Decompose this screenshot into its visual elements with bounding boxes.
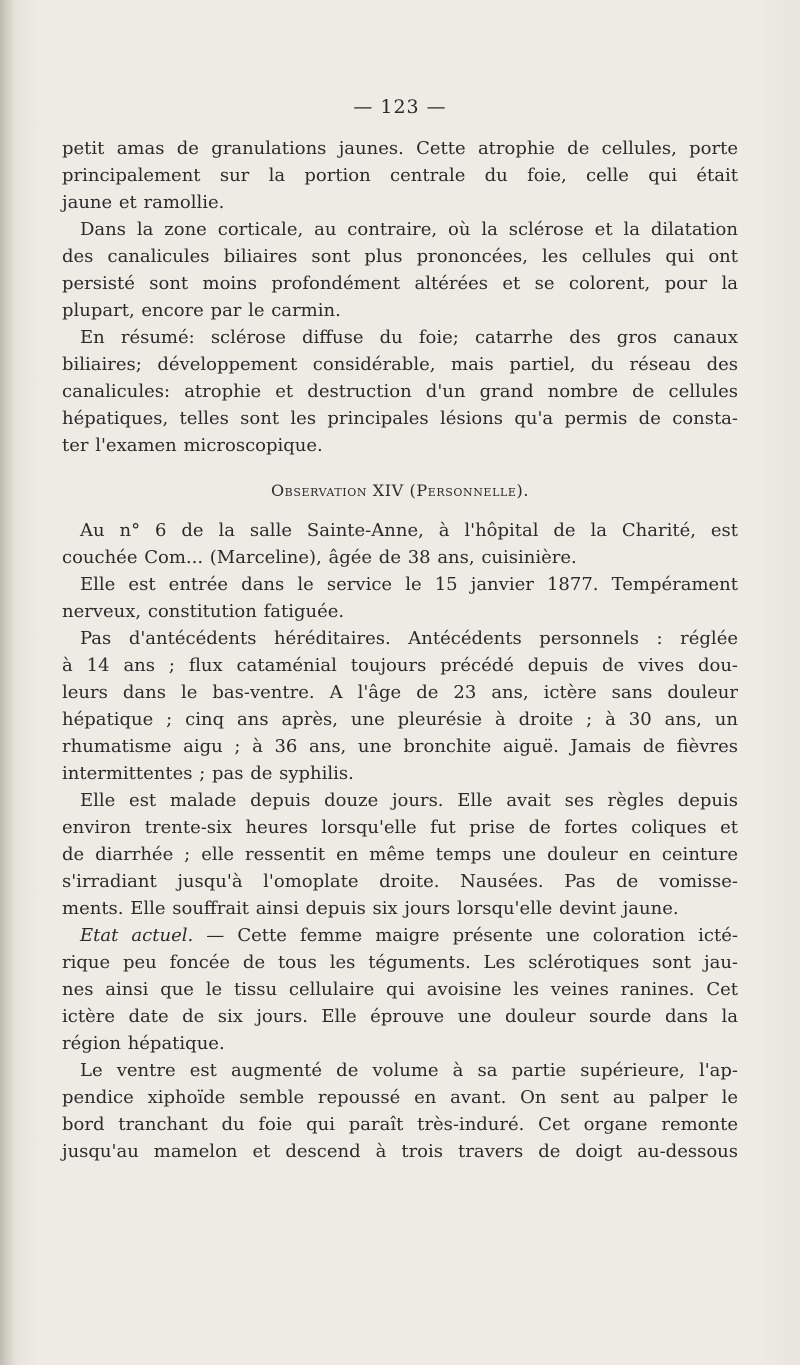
text-line: Elle est entrée dans le service le 15 janvier 1877. Tempérament [80, 574, 738, 595]
text-line: Dans la zone corticale, au contraire, où la sclérose et la dilatation [80, 219, 738, 240]
text-line: Elle est malade depuis douze jours. Elle avait ses règles depuis [80, 790, 738, 811]
text-line: Le ventre est augmenté de volume à sa partie supérieure, l'ap- [80, 1060, 738, 1081]
text-line: Au n° 6 de la salle Sainte-Anne, à l'hôpital de la Charité, est [80, 520, 738, 541]
text-line: canalicules: atrophie et destruction d'un grand nombre de cellules [62, 381, 738, 402]
text-line: nerveux, constitution fatiguée. [62, 601, 345, 622]
text-line: hépatique ; cinq ans après, une pleurésie à droite ; à 30 ans, un [62, 709, 738, 730]
page-number: — 123 — [353, 96, 447, 118]
text-line: s'irradiant jusqu'à l'omoplate droite. Nausées. Pas de vomisse- [62, 871, 738, 892]
text-line: ter l'examen microscopique. [62, 435, 323, 456]
text-line: nes ainsi que le tissu cellulaire qui avoisine les veines ranines. Cet [62, 979, 738, 1000]
text-line: à 14 ans ; flux cataménial toujours précédé depuis de vives dou- [62, 655, 738, 676]
text-line: petit amas de granulations jaunes. Cette atrophie de cellules, porte [62, 138, 738, 159]
text-line: persisté sont moins profondément altérées et se colorent, pour la [62, 273, 738, 294]
page-binding-edge [0, 0, 14, 1365]
text-fragment: — Cette femme maigre présente une coloration icté- [193, 925, 738, 946]
text-line: En résumé: sclérose diffuse du foie; catarrhe des gros canaux [80, 327, 738, 348]
text-line: hépatiques, telles sont les principales lésions qu'a permis de consta- [62, 408, 738, 429]
text-line: rique peu foncée de tous les téguments. Les sclérotiques sont jau- [62, 952, 738, 973]
observation-heading: Observation XIV (Personnelle). [270, 481, 530, 500]
text-line [62, 922, 738, 949]
text-line: pendice xiphoïde semble repoussé en avant. On sent au palper le [62, 1087, 738, 1108]
page-body [62, 135, 738, 1165]
text-line: couchée Com... (Marceline), âgée de 38 ans, cuisinière. [62, 547, 577, 568]
text-line: leurs dans le bas-ventre. A l'âge de 23 ans, ictère sans douleur [62, 682, 738, 703]
text-line: des canalicules biliaires sont plus prononcées, les cellules qui ont [62, 246, 738, 267]
text-line: ictère date de six jours. Elle éprouve une douleur sourde dans la [62, 1006, 738, 1027]
text-line: bord tranchant du foie qui paraît très-induré. Cet organe remonte [62, 1114, 738, 1135]
text-line: rhumatisme aigu ; à 36 ans, une bronchite aiguë. Jamais de fièvres [62, 736, 738, 757]
text-line: de diarrhée ; elle ressentit en même temps une douleur en ceinture [62, 844, 738, 865]
text-line: environ trente-six heures lorsqu'elle fut prise de fortes coliques et [62, 817, 738, 838]
text-line: principalement sur la portion centrale du foie, celle qui était [62, 165, 738, 186]
text-line: région hépatique. [62, 1033, 225, 1054]
text-line: jusqu'au mamelon et descend à trois travers de doigt au-dessous [62, 1141, 738, 1162]
text-line: jaune et ramollie. [62, 192, 225, 213]
text-line: biliaires; développement considérable, mais partiel, du réseau des [62, 354, 738, 375]
text-line: Pas d'antécédents héréditaires. Antécédents personnels : réglée [80, 628, 738, 649]
etat-actuel-label: Etat actuel. [80, 925, 194, 946]
text-line: intermittentes ; pas de syphilis. [62, 763, 354, 784]
text-line: ments. Elle souffrait ainsi depuis six jours lorsqu'elle devint jaune. [62, 898, 679, 919]
text-line: plupart, encore par le carmin. [62, 300, 341, 321]
